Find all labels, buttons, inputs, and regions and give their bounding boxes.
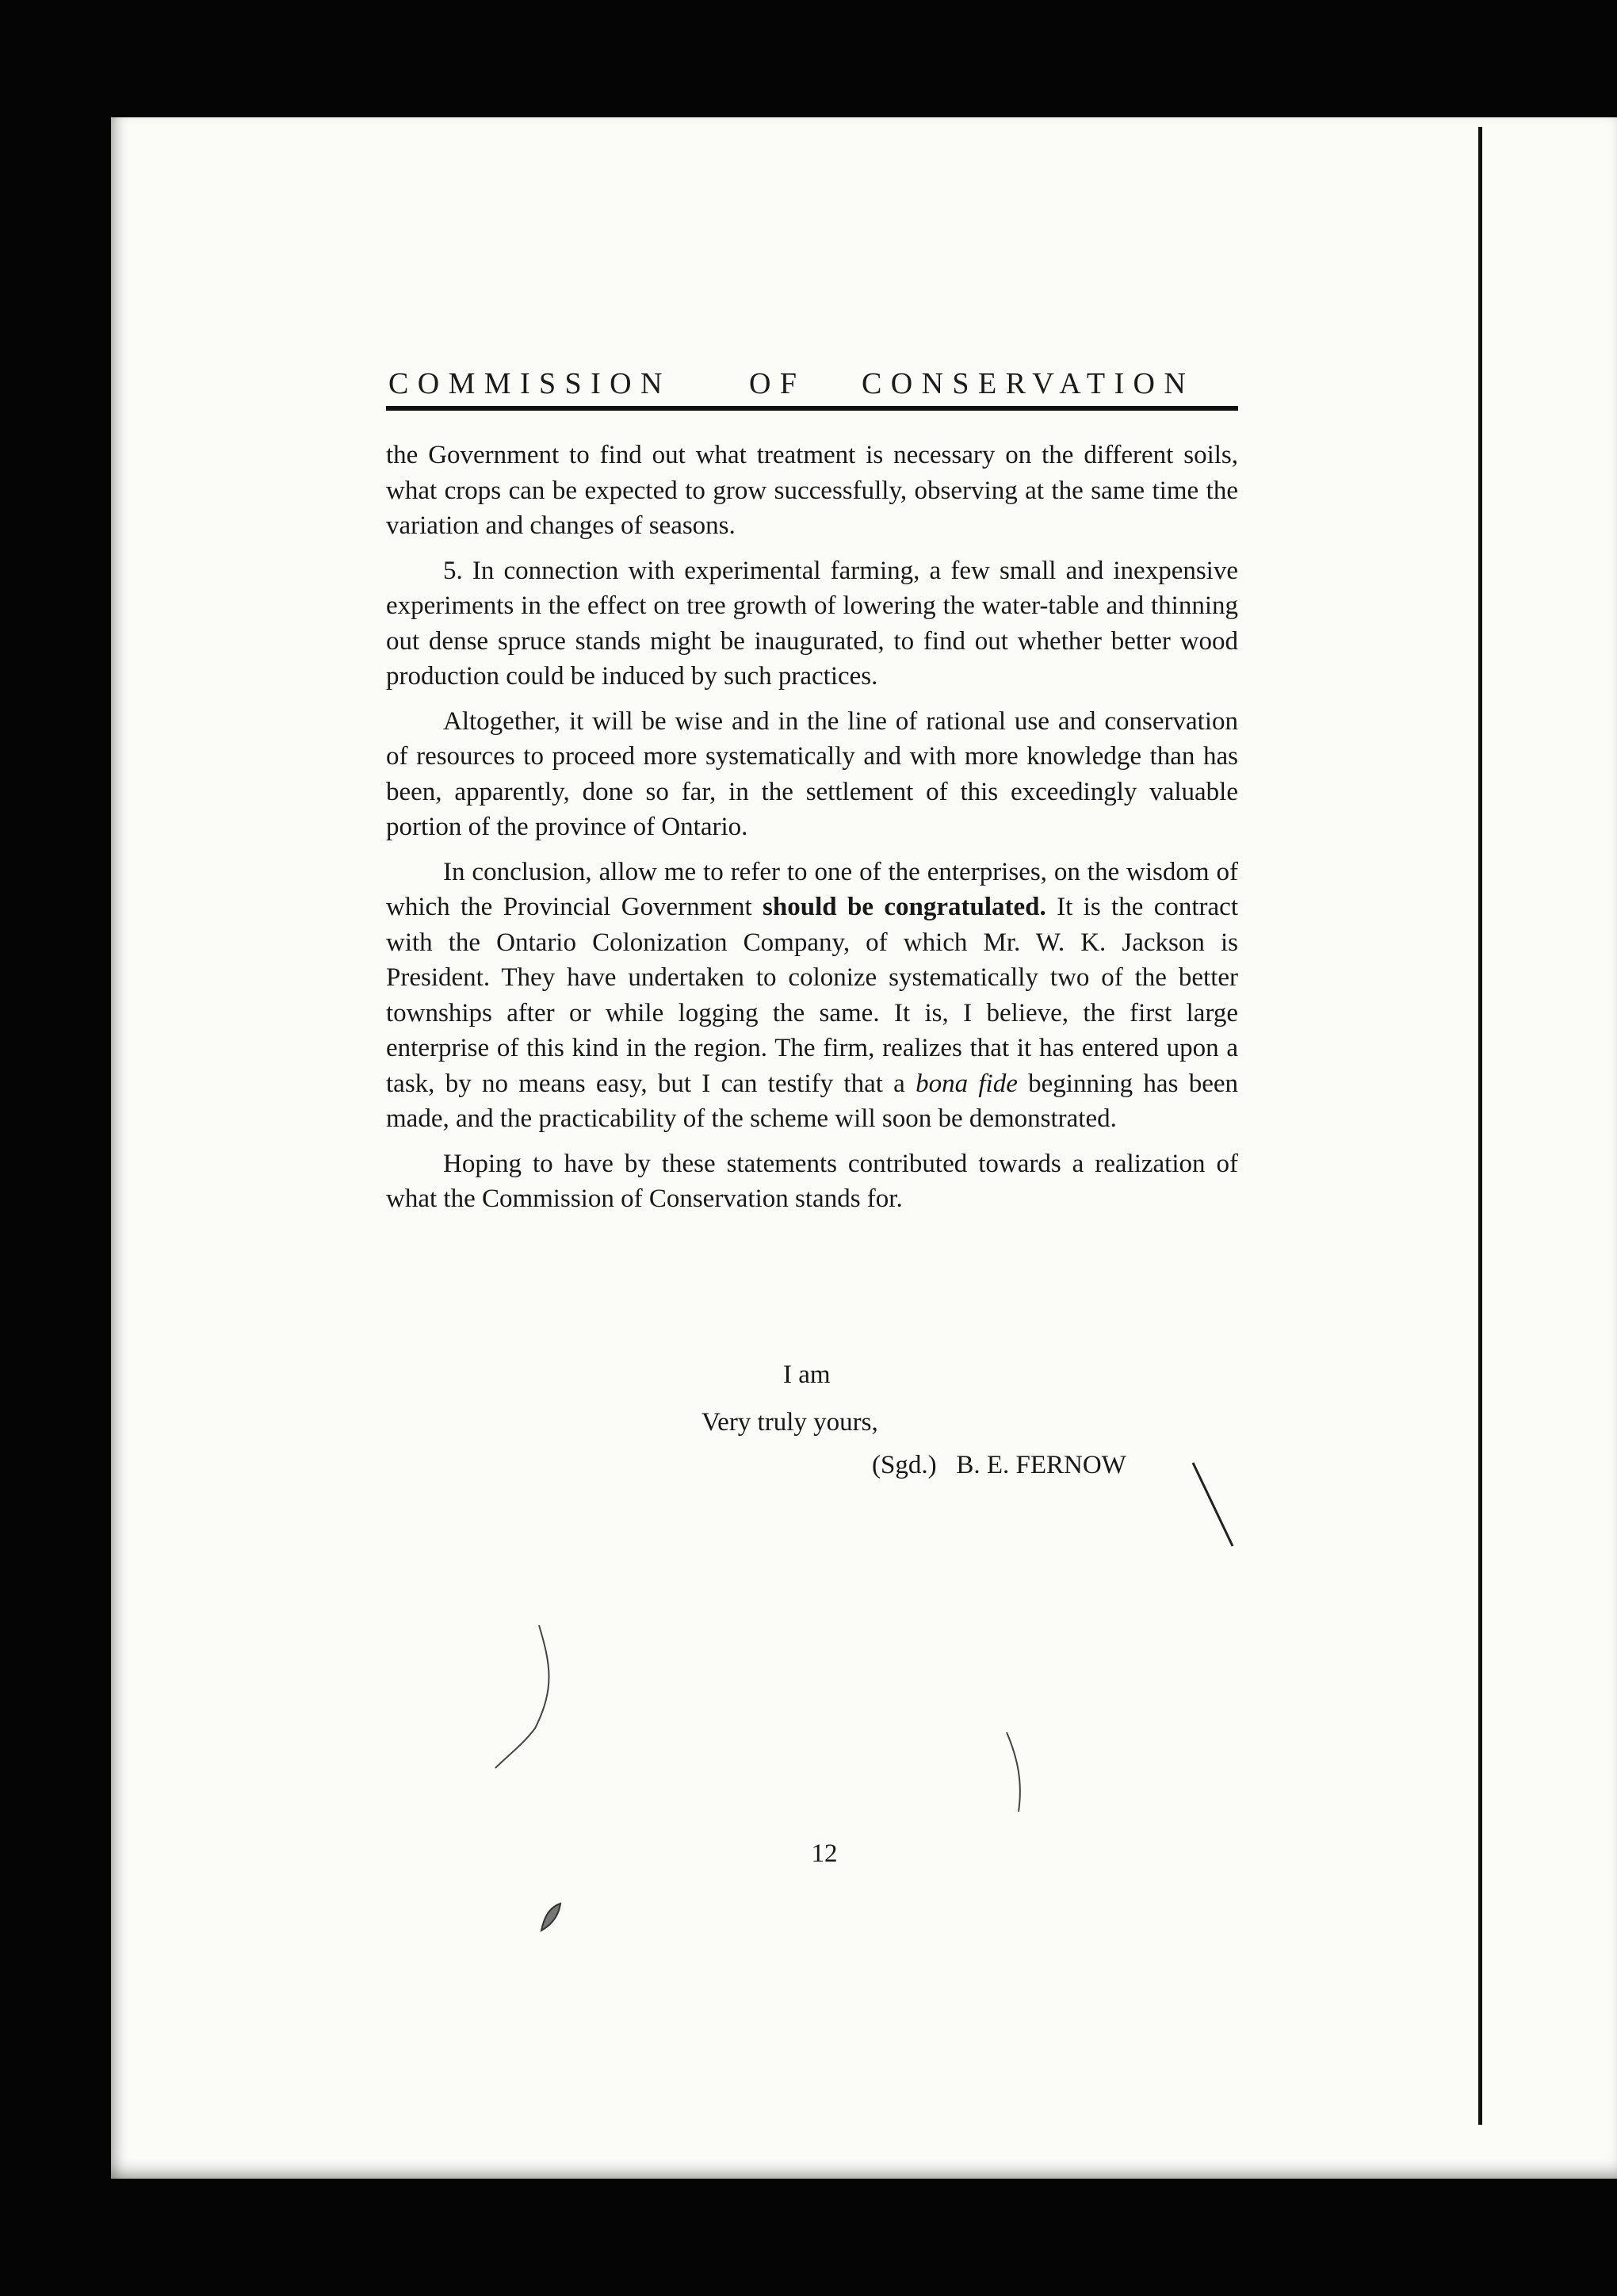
- paragraph-4-bold: should be congratulated.: [763, 893, 1046, 921]
- paragraph-3: Altogether, it will be wise and in the line of rational use and conservation of resources to proceed more systematically and with more knowledge than has been, apparently, done so far, in the settlement of this exceedingly valuable portion of the province of Ontario.: [386, 706, 1238, 841]
- paragraph-4: [386, 855, 1238, 1137]
- running-header: [388, 363, 1237, 411]
- paragraph-4-text-b: It is the contract with the Ontario Colonization Company, of which Mr. W. K. Jackson is President. They have undertaken to colonize systematically two of the better townships after or while logging the same. It is, I believe, the first large enterprise of this kind in the region. The firm, realizes that it has entered upon a task, by no means easy, but I can testify that a: [386, 893, 1238, 1098]
- signature-stroke: [1189, 1459, 1252, 1554]
- pen-line-mark: [999, 1728, 1030, 1816]
- pen-stroke-mark: [476, 1617, 571, 1776]
- closing-very-truly: Very truly yours,: [701, 1408, 878, 1437]
- header-conservation: CONSERVATION: [862, 367, 1195, 400]
- header-commission: COMMISSION: [388, 367, 671, 400]
- paragraph-4-italic: bona fide: [916, 1069, 1018, 1098]
- closing-i-am: I am: [783, 1360, 831, 1389]
- paragraph-4-text-a: In conclusion, allow me to refer to one of the enterprises, on the wisdom of which the Provincial Government: [386, 857, 1238, 921]
- paragraph-1: the Government to find out what treatment is necessary on the different soils, what crops can be expected to grow successfully, observing at the same time the variation and changes of seasons.: [386, 441, 1238, 540]
- header-rule: [386, 406, 1238, 411]
- paragraph-5: Hoping to have by these statements contributed towards a realization of what the Commission of Conservation stands for.: [386, 1149, 1238, 1213]
- paragraph-2: 5. In connection with experimental farming, a few small and inexpensive experiments in the effect on tree growth of lowering the water-table and thinning out dense spruce stands might be inaugurated, to find out whether better wood production could be induced by such practices.: [386, 556, 1238, 691]
- letter-body: [386, 438, 1238, 1226]
- paragraph-4-text-c: beginning has been made, and the practicability of the scheme will soon be demonstrated.: [386, 1069, 1238, 1133]
- ink-blot-mark: [535, 1899, 567, 1938]
- page-number: 12: [811, 1839, 838, 1868]
- page-edge-rule: [1478, 127, 1482, 2125]
- closing-signature: (Sgd.) B. E. FERNOW: [872, 1451, 1126, 1479]
- header-of: OF: [749, 367, 806, 400]
